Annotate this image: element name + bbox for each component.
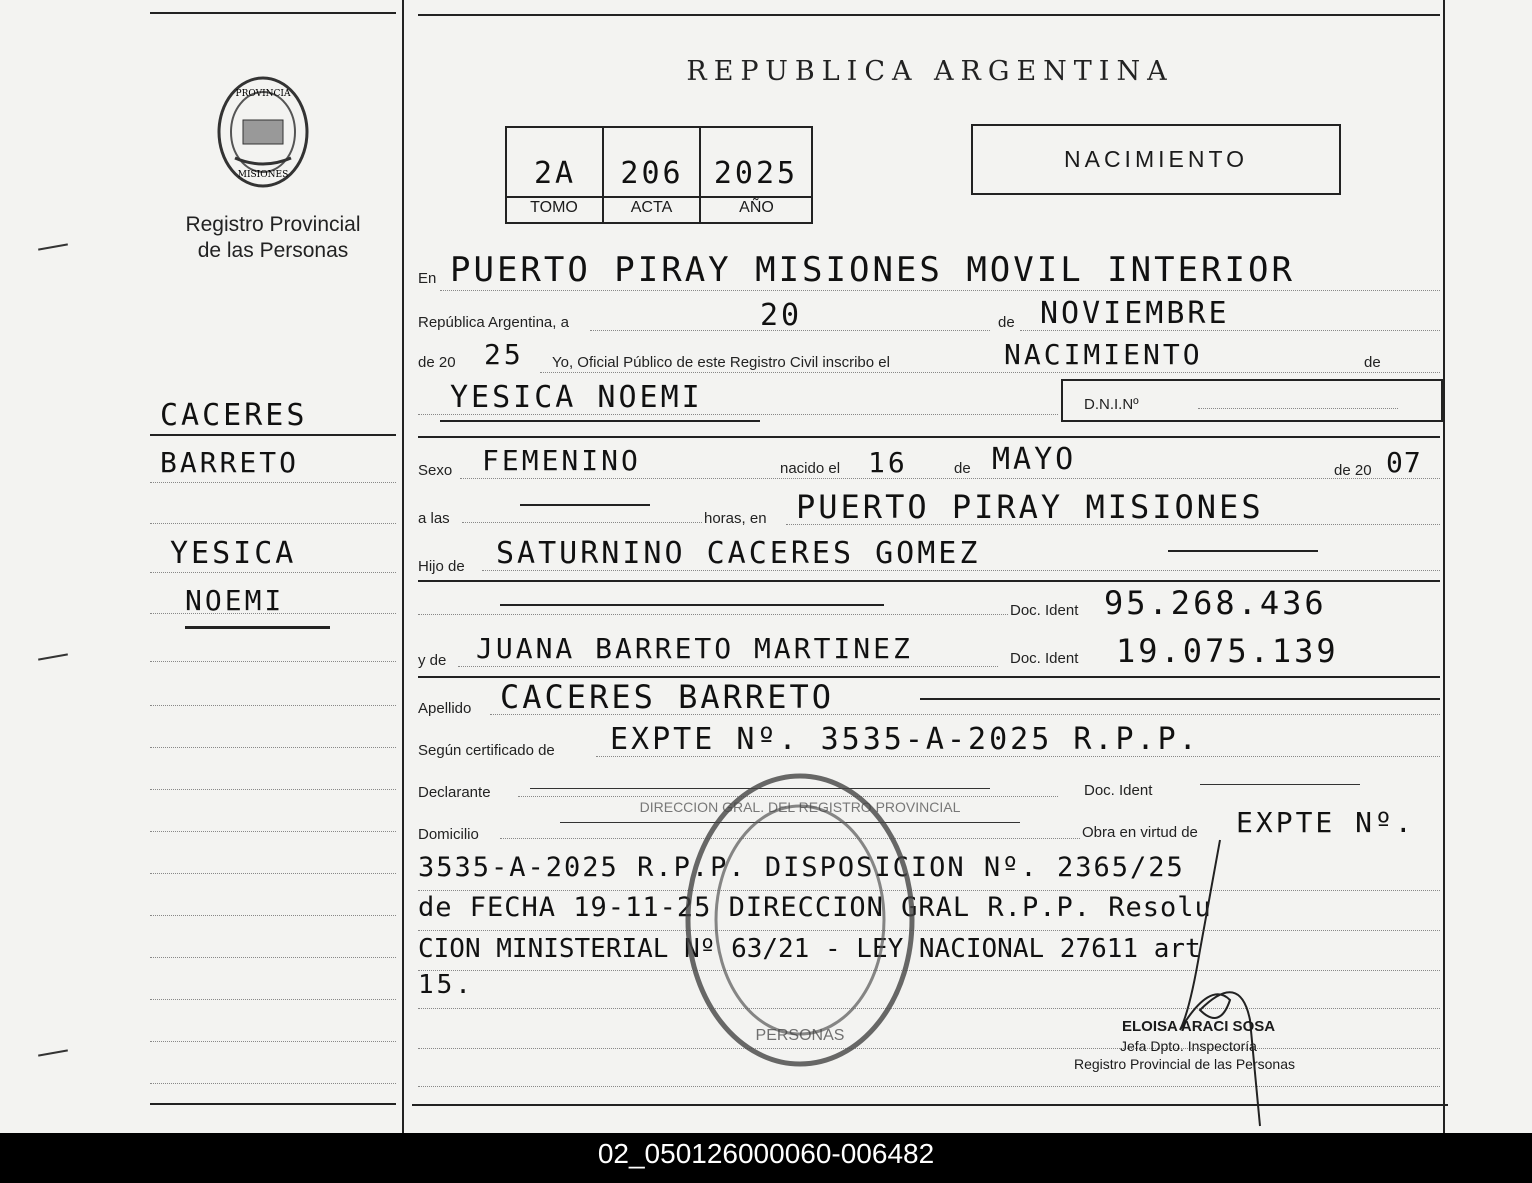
- dotted-line: [418, 1048, 1440, 1049]
- tomo-label: TOMO: [530, 199, 578, 216]
- registry-name-line2: de las Personas: [197, 239, 349, 262]
- label-a-las: a las: [418, 510, 450, 527]
- dotted-line: [418, 1008, 1440, 1009]
- section-rule: [418, 580, 1440, 582]
- hour-dash: [520, 504, 650, 506]
- registry-name-line1: Registro Provincial: [185, 213, 361, 236]
- dotted-line: [418, 970, 1440, 971]
- label-apellido: Apellido: [418, 700, 472, 717]
- section-rule: [418, 436, 1440, 438]
- dotted-line: [460, 478, 1440, 479]
- margin-dotted-line: [150, 957, 396, 958]
- field-nombre: YESICA NOEMI: [450, 380, 703, 415]
- label-doc-ident-declarante: Doc. Ident: [1084, 782, 1153, 799]
- label-declarante: Declarante: [418, 784, 491, 801]
- dotted-line: [418, 414, 1058, 415]
- document-code: 02_050126000060-006482: [0, 1133, 1532, 1183]
- page-divider: [402, 0, 404, 1133]
- margin-dotted-line: [150, 572, 396, 573]
- binding-mark: [38, 243, 68, 250]
- label-horas-en: horas, en: [704, 510, 767, 527]
- margin-dotted-line: [150, 1083, 396, 1084]
- dotted-line: [440, 290, 1440, 291]
- notes-line-1: 3535-A-2025 R.P.P. DISPOSICION Nº. 2365/25: [418, 852, 1185, 883]
- dotted-line: [596, 756, 1440, 757]
- margin-dotted-line: [150, 1041, 396, 1042]
- field-dia: 20: [760, 298, 803, 333]
- label-en: En: [418, 270, 437, 287]
- field-acto: NACIMIENTO: [1004, 338, 1203, 371]
- ano-label: AÑO: [739, 199, 774, 216]
- apellido-dash: [920, 698, 1440, 700]
- label-segun-certificado: Según certificado de: [418, 742, 555, 759]
- acta-label: ACTA: [630, 199, 673, 216]
- margin-top-rule: [150, 12, 396, 14]
- dotted-line: [1020, 330, 1440, 331]
- dotted-line: [490, 714, 1440, 715]
- dotted-line: [418, 930, 1440, 931]
- label-doc-ident-padre: Doc. Ident: [1010, 602, 1079, 619]
- label-nacido-el: nacido el: [780, 460, 841, 477]
- svg-text:PERSONAS: PERSONAS: [755, 1027, 845, 1044]
- margin-surname-1: CACERES: [160, 398, 308, 433]
- margin-dotted-line: [150, 999, 396, 1000]
- field-lugar: PUERTO PIRAY MISIONES MOVIL INTERIOR: [450, 250, 1295, 290]
- field-sexo: FEMENINO: [482, 444, 641, 477]
- margin-surname-2: BARRETO: [160, 446, 300, 479]
- notes-line-3: CION MINISTERIAL Nº 63/21 - LEY NACIONAL 27611 art: [418, 934, 1201, 964]
- dotted-line: [458, 666, 998, 667]
- dotted-line: [462, 522, 702, 523]
- provincial-seal-icon: [215, 74, 311, 190]
- svg-text:PROVINCIA: PROVINCIA: [235, 89, 291, 99]
- dotted-line: [418, 1086, 1440, 1087]
- label-republica-a: República Argentina, a: [418, 314, 569, 331]
- margin-dotted-line: [150, 789, 396, 790]
- margin-name-2: NOEMI: [185, 584, 285, 617]
- label-yo-oficial: Yo, Oficial Público de este Registro Civil inscribo el: [552, 354, 890, 371]
- official-stamp-icon: [639, 770, 961, 1070]
- dotted-line: [418, 890, 1440, 891]
- signatory-title: Jefa Dpto. Inspectoría: [1120, 1038, 1257, 1054]
- record-box-label-rule: [505, 196, 813, 198]
- label-de-20: de 20: [418, 354, 456, 371]
- margin-dotted-line: [150, 831, 396, 832]
- dotted-line: [482, 570, 1440, 571]
- dotted-line: [1198, 408, 1398, 409]
- country-title: REPUBLICA ARGENTINA: [686, 56, 1174, 87]
- signatory-name: ELOISA ARACI SOSA: [1122, 1018, 1276, 1035]
- margin-bottom-rule: [150, 1103, 396, 1105]
- right-border: [1443, 0, 1445, 1133]
- registry-name: [150, 212, 396, 264]
- label-sexo: Sexo: [418, 462, 453, 479]
- margin-dotted-line: [150, 661, 396, 662]
- field-mes: NOVIEMBRE: [1040, 296, 1230, 331]
- label-domicilio: Domicilio: [418, 826, 479, 843]
- field-nac-mes: MAYO: [992, 442, 1077, 477]
- dotted-line: [786, 524, 1440, 525]
- label-hijo-de: Hijo de: [418, 558, 465, 575]
- label-doc-ident-madre: Doc. Ident: [1010, 650, 1079, 667]
- margin-dotted-line: [150, 523, 396, 524]
- field-certificado: EXPTE Nº. 3535-A-2025 R.P.P.: [610, 722, 1200, 757]
- field-padre-doc: 95.268.436: [1104, 584, 1327, 622]
- padre-extra-dash: [500, 604, 884, 606]
- notes-line-2: de FECHA 19-11-25 DIRECCION GRAL R.P.P. Resolu: [418, 892, 1212, 923]
- tomo-value: 2A: [533, 156, 577, 191]
- binding-mark: [38, 1049, 68, 1056]
- binding-mark: [38, 653, 68, 660]
- label-y-de: y de: [418, 652, 447, 669]
- field-obra-virtud: EXPTE Nº.: [1236, 806, 1415, 839]
- signatory-org: Registro Provincial de las Personas: [1074, 1056, 1295, 1072]
- margin-dotted-line: [150, 482, 396, 483]
- act-type: NACIMIENTO: [1064, 146, 1248, 172]
- label-de-2000: de 20: [1334, 462, 1372, 479]
- label-de-mid: de: [954, 460, 971, 477]
- field-madre-doc: 19.075.139: [1116, 632, 1339, 670]
- margin-rule-1: [150, 434, 396, 436]
- form-top-rule: [418, 14, 1440, 16]
- field-nac-ano-suffix: 07: [1386, 446, 1422, 479]
- notes-line-4: 15.: [418, 970, 474, 1000]
- field-ano-suffix: 25: [484, 338, 524, 371]
- label-dni: D.N.I.Nº: [1084, 396, 1139, 413]
- field-padre: SATURNINO CACERES GOMEZ: [496, 536, 981, 571]
- nombre-underline: [440, 420, 760, 422]
- svg-text:DIRECCION GRAL. DEL REGISTRO P: DIRECCION GRAL. DEL REGISTRO PROVINCIAL: [639, 799, 961, 815]
- margin-dotted-line: [150, 747, 396, 748]
- label-obra-en-virtud: Obra en virtud de: [1082, 824, 1198, 841]
- label-de: de: [998, 314, 1015, 331]
- margin-dotted-line: [150, 873, 396, 874]
- field-madre: JUANA BARRETO MARTINEZ: [476, 632, 913, 665]
- svg-text:MISIONES: MISIONES: [237, 170, 289, 180]
- dotted-line: [540, 372, 1440, 373]
- margin-dotted-line: [150, 705, 396, 706]
- field-nac-dia: 16: [868, 446, 908, 479]
- padre-dash: [1168, 550, 1318, 552]
- ano-value: 2025: [713, 156, 799, 191]
- margin-dotted-line: [150, 613, 396, 614]
- margin-name-1: YESICA: [170, 536, 297, 571]
- form-bottom-rule: [412, 1104, 1448, 1106]
- signature-scribble-icon: [1160, 830, 1270, 1130]
- field-lugar-nac: PUERTO PIRAY MISIONES: [796, 488, 1264, 526]
- margin-name-underline: [185, 626, 330, 629]
- dotted-line: [418, 614, 1008, 615]
- acta-value: 206: [620, 156, 684, 191]
- label-de-right: de: [1364, 354, 1381, 371]
- field-apellido: CACERES BARRETO: [500, 678, 834, 716]
- margin-dotted-line: [150, 915, 396, 916]
- declarante-doc-dash: [1200, 784, 1360, 785]
